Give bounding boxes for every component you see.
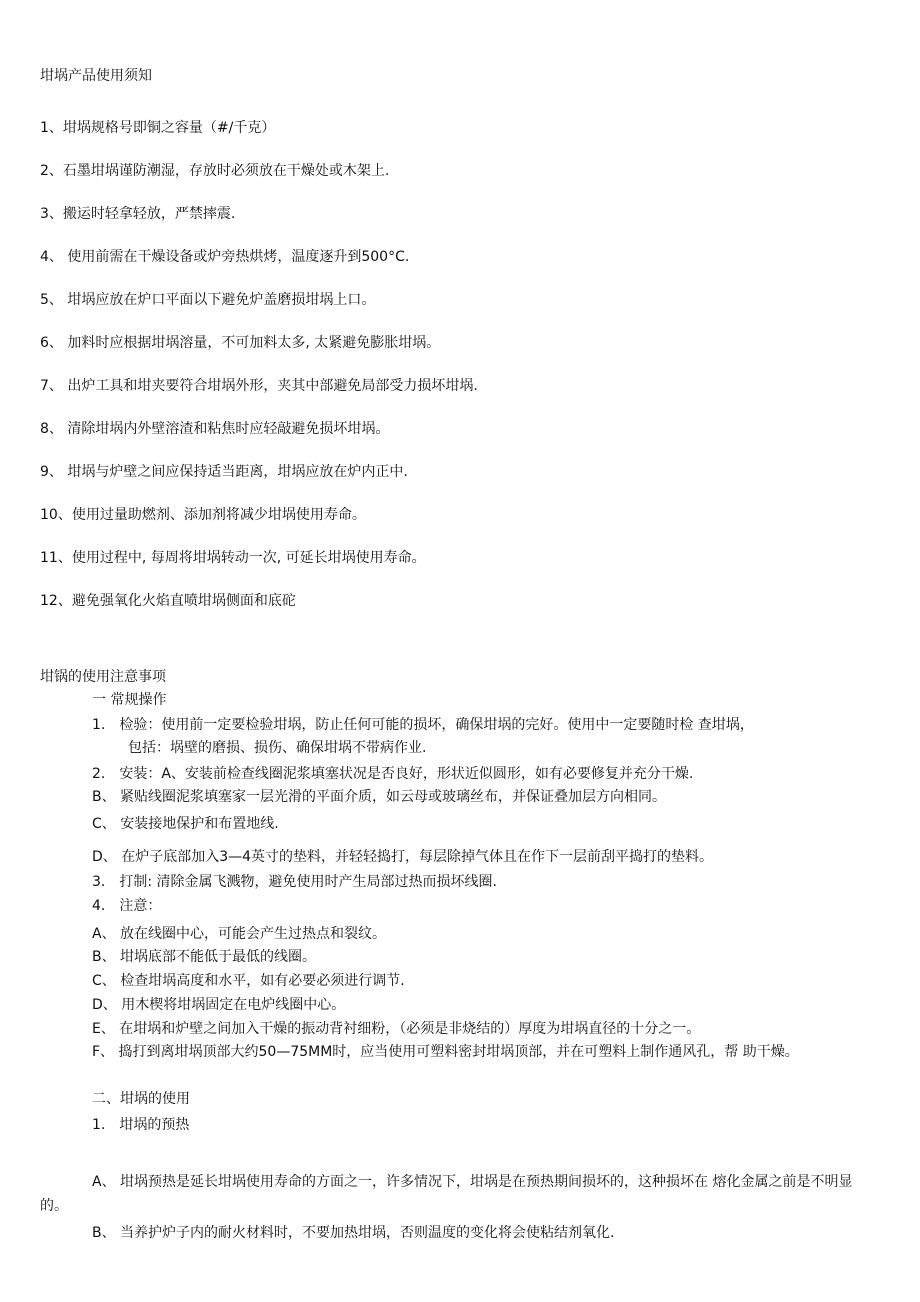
list-item: 1、坩埚规格号即铜之容量（#/千克）: [40, 120, 276, 136]
list-item: 8、 清除坩埚内外壁溶渣和粘焦时应轻敲避免损坏坩埚。: [40, 421, 390, 437]
paragraph-tamp: 3． 打制: 清除金属飞溅物，避免使用时产生局部过热而损坏线圈.: [92, 874, 497, 890]
subsection-heading: 二、坩埚的使用: [92, 1091, 190, 1107]
section-title: 坩锅的使用注意事项: [40, 669, 166, 685]
section-title: 坩埚产品使用须知: [40, 68, 152, 84]
list-item: 10、使用过量助燃剂、添加剂将减少坩埚使用寿命。: [40, 507, 366, 523]
list-item: A、 放在线圈中心，可能会产生过热点和裂纹。: [92, 926, 387, 942]
paragraph-preheat-a: A、 坩埚预热是延长坩埚使用寿命的方面之一，许多情况下，坩埚是在预热期间损坏的，这种损坏在 熔化金属之前是不明显的。: [40, 1174, 853, 1214]
paragraph-preheat-b: B、 当养护炉子内的耐火材料时，不要加热坩埚，否则温度的变化将会使粘结剂氧化.: [92, 1225, 615, 1241]
list-item: E、 在坩埚和炉壁之间加入干燥的振动背衬细粉，（必须是非烧结的）厚度为坩埚直径的十分之一。: [92, 1021, 701, 1037]
list-item: B、 紧贴线圈泥浆填塞家一层光滑的平面介质，如云母或玻璃丝布，并保证叠加层方向相同。: [92, 789, 667, 805]
list-item: B、 坩埚底部不能低于最低的线圈。: [92, 949, 317, 965]
paragraph-note: 4． 注意：: [92, 898, 162, 914]
paragraph-install: 2． 安装：A、安装前检查线圈泥浆填塞状况是否良好，形状近似圆形，如有必要修复并充分干燥.: [92, 766, 694, 782]
list-item: 4、 使用前需在干燥设备或炉旁热烘烤，温度逐升到500°C.: [40, 249, 410, 265]
subsection-heading: 一 常规操作: [92, 692, 167, 708]
list-item: 11、使用过程中, 每周将坩埚转动一次, 可延长坩埚使用寿命。: [40, 550, 426, 566]
list-item: 5、 坩埚应放在炉口平面以下避免炉盖磨损坩埚上口。: [40, 292, 376, 308]
list-item: 3、搬运时轻拿轻放，严禁摔震.: [40, 206, 236, 222]
list-item: D、 用木楔将坩埚固定在电炉线圈中心。: [92, 997, 346, 1013]
paragraph-inspect-cont: 包括：埚壁的磨损、损伤、确保坩埚不带病作业.: [128, 740, 427, 756]
list-item: C、 安装接地保护和布置地线.: [92, 816, 279, 832]
list-item: F、 捣打到离坩埚顶部大约50—75MM时，应当使用可塑料密封坩埚顶部，并在可塑料上制作通风孔，帮 助干燥。: [92, 1044, 799, 1060]
subsection-heading: 1． 坩埚的预热: [92, 1117, 190, 1133]
list-item: 12、避免强氧化火焰直喷坩埚侧面和底砣: [40, 593, 296, 609]
list-item: 9、 坩埚与炉壁之间应保持适当距离，坩埚应放在炉内正中.: [40, 464, 408, 480]
list-item: 2、石墨坩埚谨防潮湿，存放时必须放在干燥处或木架上.: [40, 163, 390, 179]
list-item: 7、 出炉工具和坩夹要符合坩埚外形，夹其中部避免局部受力损坏坩埚.: [40, 378, 478, 394]
list-item: 6、 加料时应根据坩埚溶量，不可加料太多, 太紧避免膨胀坩埚。: [40, 335, 441, 351]
list-item: D、 在炉子底部加入3—4英寸的垫料，并轻轻捣打，每层除掉气体且在作下一层前刮平捣打的垫料。: [92, 849, 714, 865]
list-item: C、 检查坩埚高度和水平，如有必要必须进行调节.: [92, 973, 405, 989]
paragraph-inspect: 1． 检验：使用前一定要检验坩埚，防止任何可能的损坏，确保坩埚的完好。使用中一定要随时检 查坩埚，: [92, 717, 754, 733]
